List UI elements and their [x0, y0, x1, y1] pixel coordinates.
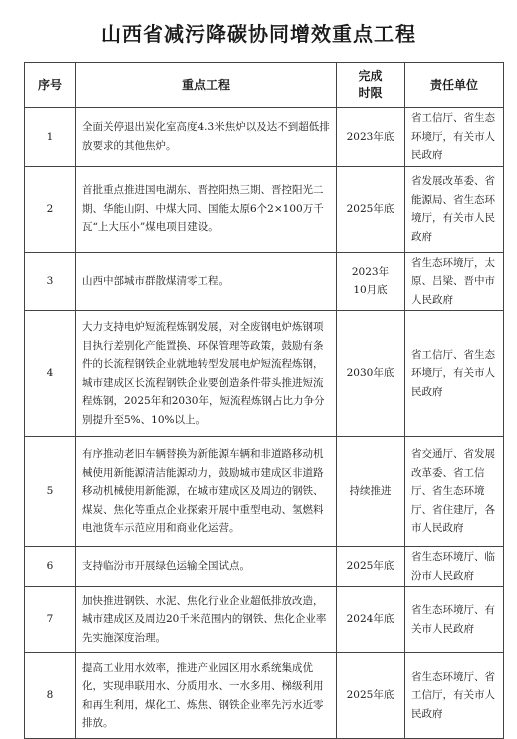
table-header-row: [25, 63, 504, 108]
row-deadline: 持续推进: [337, 437, 405, 547]
row-serial: 8: [25, 653, 76, 739]
row-serial: 1: [25, 108, 76, 167]
row-serial: 3: [25, 252, 76, 311]
table-row: [25, 547, 504, 587]
row-project: 加快推进钢铁、水泥、焦化行业企业超低排放改造，城市建成区及周边20千米范围内的钢铁、焦化企业率先实施深度治理。: [76, 587, 337, 653]
row-deadline: 2025年底: [337, 653, 405, 739]
row-project: 有序推动老旧车辆替换为新能源车辆和非道路移动机械使用新能源清洁能源动力，鼓励城市建成区非道路移动机械使用新能源，在城市建成区及周边的钢铁、煤炭、焦化等重点企业探索开展中重型电动、氢燃料电池货车示范应用和商业化运营。: [76, 437, 337, 547]
row-project: 提高工业用水效率，推进产业园区用水系统集成优化，实现串联用水、分质用水、一水多用、梯级利用和再生利用，煤化工、炼焦、钢铁企业率先污水近零排放。: [76, 653, 337, 739]
row-unit: 省生态环境厅、临汾市人民政府: [405, 547, 504, 587]
row-serial: 5: [25, 437, 76, 547]
row-deadline: 2025年底: [337, 547, 405, 587]
table-row: [25, 437, 504, 547]
row-project: 支持临汾市开展绿色运输全国试点。: [76, 547, 337, 587]
row-serial: 7: [25, 587, 76, 653]
row-project: 山西中部城市群散煤清零工程。: [76, 252, 337, 311]
row-unit: 省工信厅、省生态环境厅，有关市人民政府: [405, 311, 504, 437]
row-unit: 省发展改革委、省能源局、省生态环境厅，有关市人民政府: [405, 166, 504, 252]
header-deadline: 完成 时限: [337, 63, 405, 108]
row-project: 全面关停退出炭化室高度4.3米焦炉以及达不到超低排放要求的其他焦炉。: [76, 108, 337, 167]
table-row: [25, 587, 504, 653]
table-row: [25, 653, 504, 739]
row-serial: 4: [25, 311, 76, 437]
row-deadline: 2024年底: [337, 587, 405, 653]
row-deadline: 2023年10月底: [337, 252, 405, 311]
row-serial: 6: [25, 547, 76, 587]
row-unit: 省生态环境厅、省工信厅，有关市人民政府: [405, 653, 504, 739]
header-unit: 责任单位: [405, 63, 504, 108]
row-unit: 省生态环境厅，太原、吕梁、晋中市人民政府: [405, 252, 504, 311]
table-row: [25, 252, 504, 311]
row-project: 大力支持电炉短流程炼钢发展，对全废钢电炉炼钢项目执行差别化产能置换、环保管理等政策，鼓励有条件的长流程钢铁企业就地转型发展电炉短流程炼钢，城市建成区长流程钢铁企业要创造条件带头推进短流程炼钢，2025年和2030年，短流程炼钢占比力争分别提升至5%、10%以上。: [76, 311, 337, 437]
row-project: 首批重点推进国电湖东、晋控阳热三期、晋控阳光二期、华能山阴、中煤大同、国能太原6个2×100万千瓦“上大压小”煤电项目建设。: [76, 166, 337, 252]
header-serial: 序号: [25, 63, 76, 108]
table-row: [25, 108, 504, 167]
table-row: [25, 166, 504, 252]
row-deadline: 2023年底: [337, 108, 405, 167]
row-unit: 省交通厅、省发展改革委、省工信厅、省生态环境厅、省住建厅，各市人民政府: [405, 437, 504, 547]
row-deadline: 2030年底: [337, 311, 405, 437]
row-deadline: 2025年底: [337, 166, 405, 252]
row-serial: 2: [25, 166, 76, 252]
projects-table: [24, 62, 504, 739]
row-unit: 省工信厅、省生态环境厅，有关市人民政府: [405, 108, 504, 167]
document-title: 山西省减污降碳协同增效重点工程: [101, 22, 416, 46]
table-row: [25, 311, 504, 437]
header-project: 重点工程: [76, 63, 337, 108]
row-unit: 省生态环境厅、有关市人民政府: [405, 587, 504, 653]
